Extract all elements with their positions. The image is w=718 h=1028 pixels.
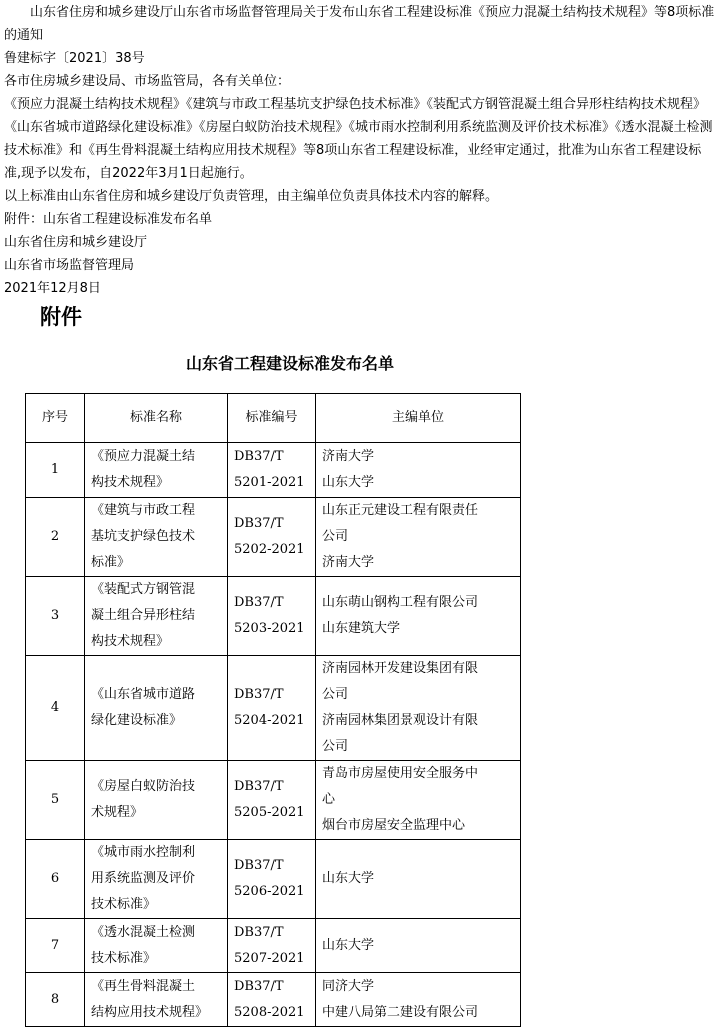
header-name: 标准名称 bbox=[85, 394, 228, 443]
row-name: 《预应力混凝土结 构技术规程》 bbox=[85, 443, 228, 498]
table-row bbox=[26, 498, 521, 577]
row-no: 6 bbox=[26, 840, 85, 919]
row-code: DB37/T 5203-2021 bbox=[228, 577, 316, 656]
row-name: 《城市雨水控制利 用系统监测及评价 技术标准》 bbox=[85, 840, 228, 919]
row-unit: 同济大学 中建八局第二建设有限公司 bbox=[316, 973, 521, 1027]
row-code: DB37/T 5206-2021 bbox=[228, 840, 316, 919]
row-name: 《山东省城市道路 绿化建设标准》 bbox=[85, 656, 228, 761]
row-unit: 济南大学 山东大学 bbox=[316, 443, 521, 498]
salutation: 各市住房城乡建设局、市场监管局，各有关单位： bbox=[4, 74, 291, 89]
table-row bbox=[26, 443, 521, 498]
table-row bbox=[26, 761, 521, 840]
doc-number: 鲁建标字〔2021〕38号 bbox=[4, 51, 145, 66]
row-code: DB37/T 5201-2021 bbox=[228, 443, 316, 498]
row-no: 1 bbox=[26, 443, 85, 498]
issue-date: 2021年12月8日 bbox=[4, 281, 101, 296]
row-no: 3 bbox=[26, 577, 85, 656]
row-name: 《透水混凝土检测 技术标准》 bbox=[85, 919, 228, 973]
table-row bbox=[26, 656, 521, 761]
row-code: DB37/T 5205-2021 bbox=[228, 761, 316, 840]
row-unit: 山东大学 bbox=[316, 919, 521, 973]
notice-title: 山东省住房和城乡建设厅山东省市场监督管理局关于发布山东省工程建设标准《预应力混凝土结构技术规程》等8项标准的通知 bbox=[4, 5, 715, 43]
row-code: DB37/T 5208-2021 bbox=[228, 973, 316, 1027]
annex-heading: 附件 bbox=[40, 305, 82, 329]
row-no: 4 bbox=[26, 656, 85, 761]
notice-body bbox=[0, 0, 718, 300]
list-title: 山东省工程建设标准发布名单 bbox=[185, 354, 394, 373]
attachment-line: 附件：山东省工程建设标准发布名单 bbox=[4, 212, 213, 227]
row-no: 8 bbox=[26, 973, 85, 1027]
row-no: 5 bbox=[26, 761, 85, 840]
row-unit: 济南园林开发建设集团有限 公司 济南园林集团景观设计有限 公司 bbox=[316, 656, 521, 761]
table-row bbox=[26, 577, 521, 656]
table-row bbox=[26, 840, 521, 919]
row-code: DB37/T 5204-2021 bbox=[228, 656, 316, 761]
row-no: 2 bbox=[26, 498, 85, 577]
management-note: 以上标准由山东省住房和城乡建设厅负责管理，由主编单位负责具体技术内容的解释。 bbox=[4, 189, 499, 204]
header-code: 标准编号 bbox=[228, 394, 316, 443]
header-no: 序号 bbox=[26, 394, 85, 443]
notice-paragraph: 《预应力混凝土结构技术规程》《建筑与市政工程基坑支护绿色技术标准》《装配式方钢管混凝土组合异形柱结构技术规程》《山东省城市道路绿化建设标准》《房屋白蚁防治技术规程》《城市雨水控制利用系统监测及评价技术标准》《透水混凝土检测技术标准》和《再生骨料混凝土结构应用技术规程》等8项山东省工程建设标准，业经审定通过，批准为山东省工程建设标准,现予以发布，自2022年3月1日起施行。 bbox=[4, 97, 713, 181]
row-name: 《再生骨料混凝土 结构应用技术规程》 bbox=[85, 973, 228, 1027]
row-unit: 山东萌山钢构工程有限公司 山东建筑大学 bbox=[316, 577, 521, 656]
row-unit: 山东正元建设工程有限责任 公司 济南大学 bbox=[316, 498, 521, 577]
standards-table bbox=[25, 393, 521, 1027]
row-code: DB37/T 5207-2021 bbox=[228, 919, 316, 973]
row-unit: 青岛市房屋使用安全服务中 心 烟台市房屋安全监理中心 bbox=[316, 761, 521, 840]
row-no: 7 bbox=[26, 919, 85, 973]
row-name: 《房屋白蚁防治技 术规程》 bbox=[85, 761, 228, 840]
issuer-housing-dept: 山东省住房和城乡建设厅 bbox=[4, 235, 148, 250]
row-name: 《建筑与市政工程 基坑支护绿色技术 标准》 bbox=[85, 498, 228, 577]
issuer-market-bureau: 山东省市场监督管理局 bbox=[4, 258, 135, 273]
row-unit: 山东大学 bbox=[316, 840, 521, 919]
header-unit: 主编单位 bbox=[316, 394, 521, 443]
table-row bbox=[26, 919, 521, 973]
table-row bbox=[26, 973, 521, 1027]
row-name: 《装配式方钢管混 凝土组合异形柱结 构技术规程》 bbox=[85, 577, 228, 656]
table-header-row bbox=[26, 394, 521, 443]
row-code: DB37/T 5202-2021 bbox=[228, 498, 316, 577]
